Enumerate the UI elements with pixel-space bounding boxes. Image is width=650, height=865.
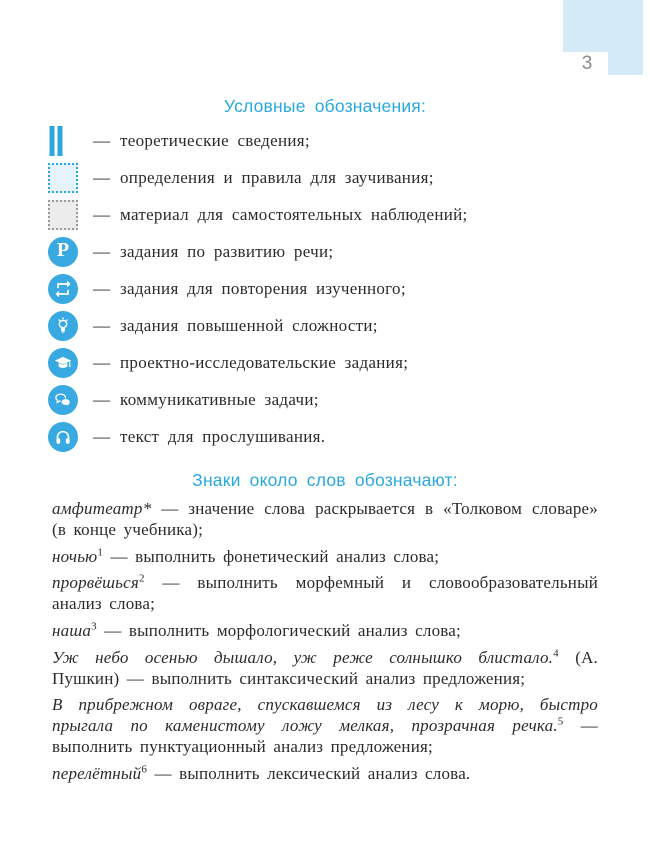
sign-paragraph [52, 695, 598, 757]
sign-superscript: 5 [557, 715, 564, 728]
sign-description: — выполнить лексический анализ слова. [147, 763, 471, 783]
legend-label: теоретические сведения; [120, 130, 310, 150]
sign-word: амфитеатр* [52, 499, 152, 518]
legend-row [0, 159, 650, 196]
legend-row [0, 233, 650, 270]
sign-description: — выполнить морфологический анализ слова; [96, 620, 461, 640]
legend-dash: — [93, 167, 110, 187]
legend-icon-cell [48, 163, 93, 193]
double-bars-icon [48, 126, 64, 156]
legend-list [0, 122, 650, 455]
corner-decoration-top [563, 0, 643, 52]
legend-icon-cell [48, 311, 93, 341]
sign-superscript: 1 [97, 545, 104, 558]
legend-icon-cell [48, 237, 93, 267]
legend-icon-cell [48, 274, 93, 304]
dotted-box-blue-icon [48, 163, 78, 193]
sign-paragraph [52, 764, 598, 785]
page-number: 3 [581, 53, 593, 74]
headphones-icon [48, 422, 78, 452]
sign-description: — значение слова раскрывается в «Толковом словаре» (в конце учебника); [52, 499, 598, 539]
signs-list [52, 499, 598, 785]
signs-title: Знаки около слов обозначают: [192, 470, 458, 490]
legend-row [0, 122, 650, 159]
letter-p-icon [48, 237, 78, 267]
repeat-arrows-icon [48, 274, 78, 304]
legend-dash: — [93, 426, 110, 446]
sign-description: (А. Пушкин) — выполнить синтаксический анализ предложения; [52, 647, 598, 688]
sign-word: прорвёшься [52, 573, 139, 593]
legend-row [0, 381, 650, 418]
legend-icon-cell [48, 200, 93, 230]
legend-icon-cell [48, 126, 93, 156]
legend-title: Условные обозначения: [223, 96, 427, 116]
legend-row [0, 307, 650, 344]
legend-row [0, 270, 650, 307]
sign-description: — выполнить фонетический анализ слова; [103, 546, 440, 566]
legend-dash: — [93, 352, 110, 372]
legend-row [0, 418, 650, 455]
legend-dash: — [93, 278, 110, 298]
corner-decoration-side [608, 52, 643, 75]
sign-description: — выполнить пунктуационный анализ предложения; [52, 716, 598, 756]
sign-paragraph [52, 648, 598, 690]
legend-dash: — [93, 389, 110, 409]
legend-label: определения и правила для заучивания; [120, 167, 434, 187]
lightbulb-icon [48, 311, 78, 341]
legend-label: коммуникативные задачи; [120, 389, 319, 409]
legend-dash: — [93, 204, 110, 224]
legend-label: задания для повторения изученного; [120, 278, 406, 298]
legend-label: материал для самостоятельных наблюдений; [120, 204, 468, 224]
sign-word: ночью [52, 546, 98, 566]
sign-word: Уж небо осенью дышало, уж реже солнышко блистало. [52, 647, 554, 667]
legend-dash: — [93, 241, 110, 261]
legend-label: проектно-исследовательские задания; [120, 352, 409, 372]
legend-icon-cell [48, 348, 93, 378]
sign-word: перелётный [52, 763, 142, 783]
legend-label: задания по развитию речи; [120, 241, 334, 261]
legend-dash: — [93, 130, 110, 150]
legend-icon-cell [48, 385, 93, 415]
sign-paragraph [52, 547, 598, 568]
sign-paragraph [52, 573, 598, 615]
sign-word: наша [52, 620, 92, 640]
graduation-cap-icon [48, 348, 78, 378]
sign-paragraph [52, 499, 598, 541]
sign-superscript: 4 [553, 647, 559, 660]
sign-superscript: 6 [141, 763, 148, 776]
legend-dash: — [93, 315, 110, 335]
legend-icon-cell [48, 422, 93, 452]
letter-p-glyph: Р [56, 239, 70, 261]
legend-row [0, 196, 650, 233]
sign-superscript: 3 [91, 620, 97, 633]
dotted-box-gray-icon [48, 200, 78, 230]
legend-label: задания повышенной сложности; [120, 315, 378, 335]
sign-paragraph [52, 621, 598, 642]
speech-bubbles-icon [48, 385, 78, 415]
sign-description: — выполнить морфемный и словообразовательный анализ слова; [52, 573, 598, 614]
legend-label: текст для прослушивания. [120, 426, 326, 446]
sign-superscript: 2 [138, 572, 145, 585]
legend-row [0, 344, 650, 381]
sign-word: В прибрежном овраге, спускавшемся из лесу к морю, быстро прыгала по каменистому ложу мелкая, прозрачная речка. [52, 695, 598, 736]
